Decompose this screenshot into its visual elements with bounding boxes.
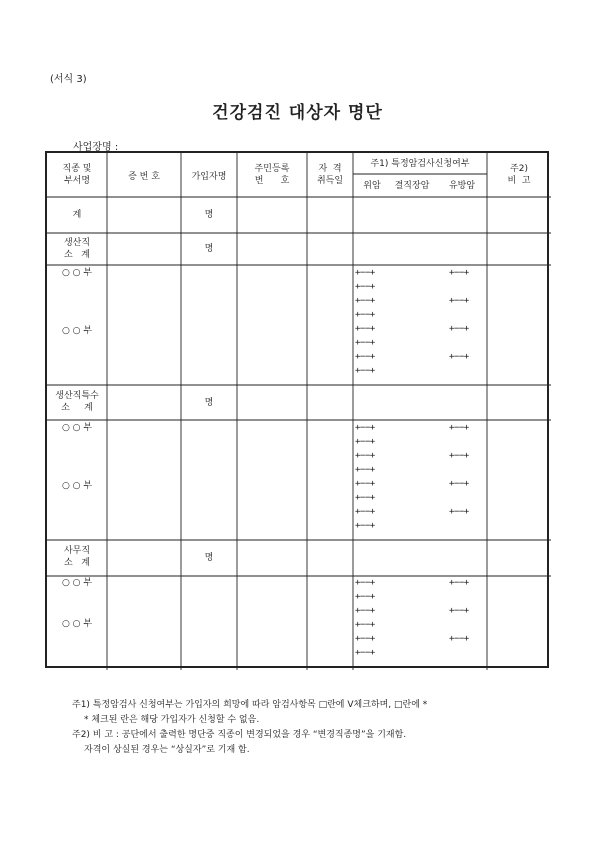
production-subtotal-label: 생산직 소 계 xyxy=(63,238,91,260)
header-cancer-screening: 주1) 특정암검사신청여부 xyxy=(370,159,470,169)
office-subtotal-label: 사무직 소 계 xyxy=(63,546,91,568)
checkbox: +−−+ xyxy=(355,493,375,503)
checkbox: +−−+ xyxy=(449,578,469,588)
header-cert-no: 증 번 호 xyxy=(128,172,160,182)
checkbox-column-right xyxy=(449,266,469,364)
checkbox: +−−+ xyxy=(449,423,469,433)
checkbox: +−−+ xyxy=(355,620,375,630)
checkbox: +−−+ xyxy=(449,634,469,644)
checkbox: +−−+ xyxy=(355,479,375,489)
header-colon: 결직장암 xyxy=(394,181,430,191)
checkbox: +−−+ xyxy=(355,282,375,292)
checkbox: +−−+ xyxy=(355,634,375,644)
note-2-line-1: 주2) 비 고 : 공단에서 출력한 명단중 직종이 변경되었을 경우 “변경직종명”을 기재함. xyxy=(72,730,407,740)
page-title: 건강검진 대상자 명단 xyxy=(212,103,383,123)
checkbox: +−−+ xyxy=(355,465,375,475)
production-dept-1: ○ ○ 부 xyxy=(61,268,93,278)
checkbox: +−−+ xyxy=(355,578,375,588)
total-unit: 명 xyxy=(204,210,214,220)
header-subscriber: 가입자명 xyxy=(191,172,227,182)
header-qualification-date: 자 격 취득일 xyxy=(316,164,344,186)
checkbox: +−−+ xyxy=(449,507,469,517)
checkbox: +−−+ xyxy=(355,296,375,306)
office-dept-2: ○ ○ 부 xyxy=(61,619,93,629)
special-dept-1: ○ ○ 부 xyxy=(61,423,93,433)
header-dept: 직종 및 부서명 xyxy=(62,164,92,186)
checkbox-column-right xyxy=(449,576,469,646)
checkbox: +−−+ xyxy=(355,324,375,334)
checkbox: +−−+ xyxy=(449,268,469,278)
checkbox-column-left xyxy=(355,421,375,533)
checkbox: +−−+ xyxy=(449,324,469,334)
office-subtotal-unit: 명 xyxy=(204,553,214,563)
checkbox: +−−+ xyxy=(449,606,469,616)
note-1-line-2: * 체크된 란은 해당 가입자가 신청할 수 없음. xyxy=(84,715,260,725)
checkbox: +−−+ xyxy=(449,296,469,306)
checkbox: +−−+ xyxy=(355,310,375,320)
checkbox: +−−+ xyxy=(355,606,375,616)
production-dept-2: ○ ○ 부 xyxy=(61,326,93,336)
checkbox: +−−+ xyxy=(355,592,375,602)
header-stomach: 위암 xyxy=(363,181,381,191)
checkbox: +−−+ xyxy=(355,423,375,433)
checkbox: +−−+ xyxy=(449,479,469,489)
table-grid xyxy=(47,153,551,670)
workplace-label: 사업장명 : xyxy=(73,142,119,153)
checkbox: +−−+ xyxy=(355,338,375,348)
checkbox: +−−+ xyxy=(449,352,469,362)
footnotes xyxy=(72,698,552,758)
header-breast: 유방암 xyxy=(448,181,476,191)
note-2-line-2: 자격이 상실된 경우는 “상실자”로 기재 함. xyxy=(84,745,250,755)
checkbox: +−−+ xyxy=(355,352,375,362)
special-dept-2: ○ ○ 부 xyxy=(61,481,93,491)
header-resident-no: 주민등록 번 호 xyxy=(254,164,290,186)
production-special-subtotal-label: 생산직특수 소 계 xyxy=(55,391,99,413)
header-remarks: 주2) 비 고 xyxy=(507,164,531,186)
production-special-subtotal-unit: 명 xyxy=(204,398,214,408)
form-number: (서식 3) xyxy=(50,74,87,85)
roster-table xyxy=(45,151,549,668)
checkbox-column-left xyxy=(355,576,375,660)
checkbox: +−−+ xyxy=(355,437,375,447)
checkbox-column-left xyxy=(355,266,375,378)
checkbox: +−−+ xyxy=(355,507,375,517)
total-label: 계 xyxy=(72,210,82,220)
checkbox: +−−+ xyxy=(355,268,375,278)
checkbox: +−−+ xyxy=(355,451,375,461)
checkbox: +−−+ xyxy=(355,648,375,658)
note-1-line-1: 주1) 특정암검사 신청여부는 가입자의 희망에 따라 암검사항목 □란에 V체크하며, □란에 * xyxy=(72,700,428,710)
checkbox: +−−+ xyxy=(355,521,375,531)
office-dept-1: ○ ○ 부 xyxy=(61,578,93,588)
checkbox: +−−+ xyxy=(449,451,469,461)
production-subtotal-unit: 명 xyxy=(204,244,214,254)
checkbox: +−−+ xyxy=(355,366,375,376)
checkbox-column-right xyxy=(449,421,469,519)
